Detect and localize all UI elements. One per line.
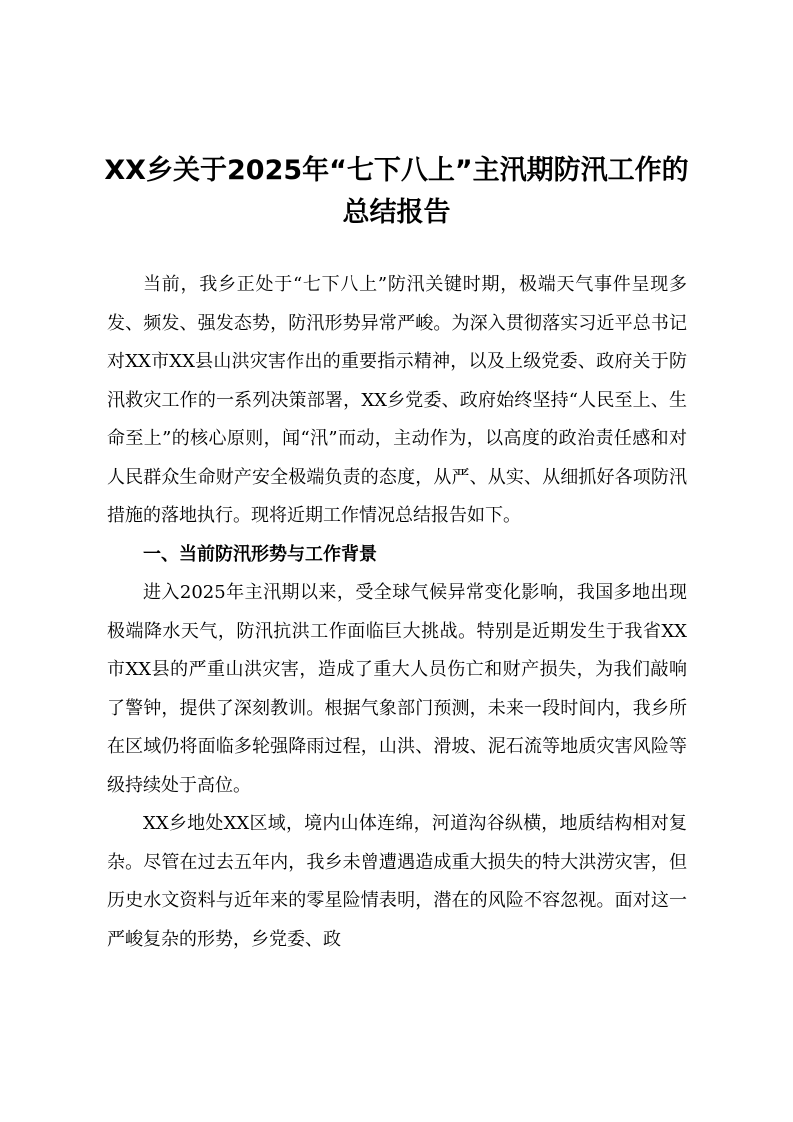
document-body xyxy=(107,266,687,959)
intro-paragraph: 当前，我乡正处于“七下八上”防汛关键时期，极端天气事件呈现多发、频发、强发态势，防汛形势异常严峻。为深入贯彻落实习近平总书记对XX市XX县山洪灾害作出的重要指示精神，以及上级党委、政府关于防汛救灾工作的一系列决策部署，XX乡党委、政府始终坚持“人民至上、生命至上”的核心原则，闻“汛”而动，主动作为，以高度的政治责任感和对人民群众生命财产安全极端负责的态度，从严、从实、从细抓好各项防汛措施的落地执行。现将近期工作情况总结报告如下。 xyxy=(107,274,687,526)
body-paragraph: 进入2025年主汛期以来，受全球气候异常变化影响，我国多地出现极端降水天气，防汛抗洪工作面临巨大挑战。特别是近期发生于我省XX市XX县的严重山洪灾害，造成了重大人员伤亡和财产损失，为我们敲响了警钟，提供了深刻教训。根据气象部门预测，未来一段时间内，我乡所在区域仍将面临多轮强降雨过程，山洪、滑坡、泥石流等地质灾害风险等级持续处于高位。 xyxy=(107,582,687,796)
document-title: XX乡关于2025年“七下八上”主汛期防汛工作的总结报告 xyxy=(104,155,689,228)
section-heading: 一、当前防汛形势与工作背景 xyxy=(143,543,377,565)
body-paragraph: XX乡地处XX区域，境内山体连绵，河道沟谷纵横，地质结构相对复杂。尽管在过去五年内，我乡未曾遭遇造成重大损失的特大洪涝灾害，但历史水文资料与近年来的零星险情表明，潜在的风险不容忽视。面对这一严峻复杂的形势，乡党委、政 xyxy=(107,813,687,950)
